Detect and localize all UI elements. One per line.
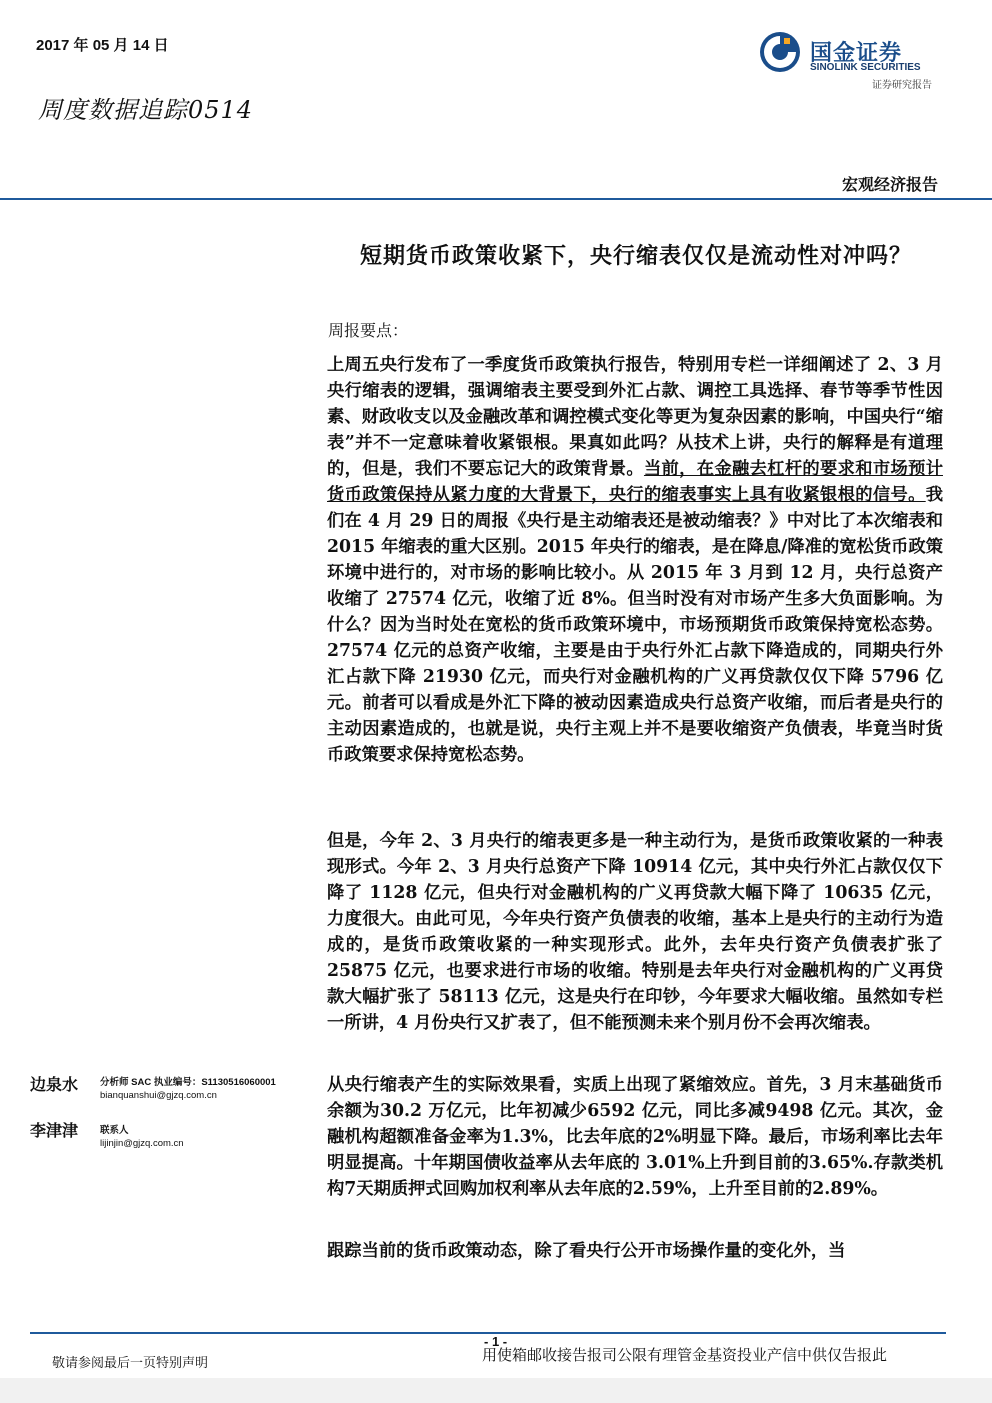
logo-mark-icon (758, 30, 802, 74)
report-date: 2017 年 05 月 14 日 (36, 37, 169, 54)
paragraph-1-part-b: 我们在 4 月 29 日的周报《央行是主动缩表还是被动缩表？》中对比了本次缩表和 2015 年缩表的重大区别。2015 年央行的缩表，是在降息/降准的宽松货币政策环境中进行的，对市场的影响比较小。从 2015 年 3 月到 12 月，央行总资产收缩了 27574 亿元，收缩了近 8%。但当时没有对市场产生多大负面影响。为什么？因为当时处在宽松的货币政策环境中，市场预期货币政策保持宽松态势。27574 亿元的总资产收缩，主要是由于央行外汇占款下降造成的，同期央行外汇占款下降 21930 亿元，而央行对金融机构的广义再贷款仅仅下降 5796 亿元。前者可以看成是外汇下降的被动因素造成央行总资产收缩，而后者是央行的主动因素造成的，也就是说，央行主观上并不是要收缩资产负债表，毕竟当时货币政策要求保持宽松态势。 (327, 485, 943, 765)
paragraph-1-part-a: 上周五央行发布了一季度货币政策执行报告，特别用专栏一详细阐述了 2、3 月央行缩表的逻辑，强调缩表主要受到外汇占款、调控工具选择、春节等季节性因素、财政收支以及金融改革和调控模式变化等更为复杂因素的影响，中国央行“缩表”并不一定意味着收紧银根。果真如此吗？从技术上讲，央行的解释是有道理的，但是，我们不要忘记大的政策背景。 (327, 355, 943, 479)
paragraph-3: 从央行缩表产生的实际效果看，实质上出现了紧缩效应。首先，3 月末基础货币余额为30.2 万亿元，比年初减少6592 亿元，同比多减9498 亿元。其次，金融机构超额准备金率为1.3%，比去年底的2%明显下降。最后，市场利率比去年明显提高。十年期国债收益率从去年底的 3.01%上升到目前的3.65%.存款类机构7天期质押式回购加权利率从去年底的2.59%，上升至目前的2.89%。 (327, 1075, 943, 1199)
paragraph-2: 但是，今年 2、3 月央行的缩表更多是一种主动行为，是货币政策收紧的一种表现形式。今年 2、3 月央行总资产下降 10914 亿元，其中央行外汇占款仅仅下降了 1128 亿元，但央行对金融机构的广义再贷款大幅下降了 10635 亿元，力度很大。由此可见，今年央行资产负债表的收缩，基本上是央行的主动行为造成的，是货币政策收紧的一种实现形式。此外，去年央行资产负债表扩张了 25875 亿元，也要求进行市场的收缩。特别是去年央行对金融机构的广义再贷款大幅扩张了 58113 亿元，这是央行在印钞，今年要求大幅收缩。虽然如专栏一所讲，4 月份央行又扩表了，但不能预测未来个别月份不会再次缩表。 (327, 831, 943, 1033)
page-number: - 1 - (484, 1334, 508, 1349)
analyst-title: 分析师 SAC 执业编号：S1130516060001 (100, 1077, 276, 1088)
logo-name-cn: 国金证券 (810, 40, 903, 65)
summary-label: 周报要点： (328, 321, 409, 340)
company-logo (758, 30, 948, 92)
disclaimer-note: 敬请参阅最后一页特别声明 (52, 1356, 209, 1371)
watermark-text: 用使箱邮收接告报司公限有理管金基资投业产信中供仅告报此 (482, 1346, 888, 1364)
paragraph-4: 跟踪当前的货币政策动态，除了看央行公开市场操作量的变化外，当 (327, 1241, 846, 1261)
footer-band (0, 1378, 992, 1403)
report-type: 宏观经济报告 (841, 175, 938, 194)
header-divider (0, 198, 992, 200)
paragraph-1-underlined: 当前，在金融去杠杆的要求和市场预计货币政策保持从紧力度的大背景下，央行的缩表事实上具有收紧银根的信号。 (327, 459, 943, 505)
analyst-name: 边泉水 (30, 1075, 79, 1094)
analyst-name: 李津津 (30, 1121, 79, 1140)
analyst-info (100, 1076, 276, 1102)
analyst-email[interactable]: bianquanshui@gjzq.com.cn (100, 1090, 217, 1101)
logo-subtitle: 证券研究报告 (872, 80, 932, 91)
report-title: 周度数据追踪0514 (38, 96, 254, 124)
paragraph-1 (327, 352, 943, 768)
analyst-title: 联系人 (100, 1125, 129, 1136)
analyst-email[interactable]: lijinjin@gjzq.com.cn (100, 1138, 184, 1149)
analyst-info (100, 1124, 184, 1150)
article-headline: 短期货币政策收紧下，央行缩表仅仅是流动性对冲吗？ (359, 243, 912, 269)
logo-name-en: SINOLINK SECURITIES (810, 62, 921, 73)
